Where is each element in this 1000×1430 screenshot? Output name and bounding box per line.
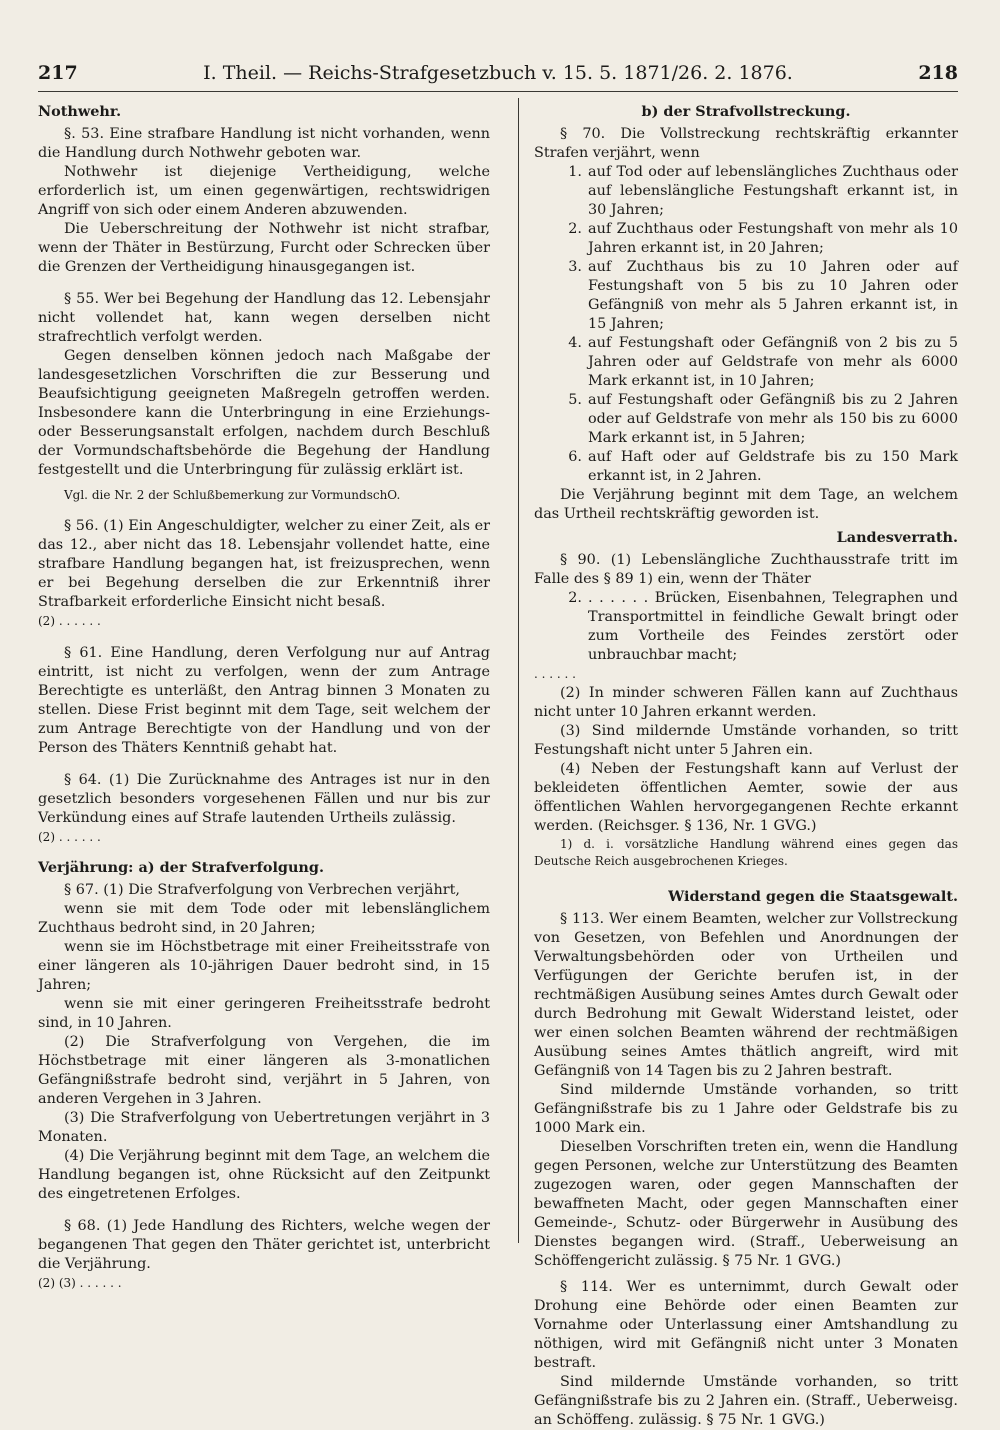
section-heading: Landesverrath. [836,529,958,546]
paragraph: § 55. Wer bei Begehung der Handlung das 12. Lebensjahr nicht vollendet hat, kann wegen derselben nicht strafrechtlich verfolgt werden. [38,291,490,345]
section-heading: Nothwehr. [38,103,122,120]
paragraph: wenn sie mit einer geringeren Freiheitsstrafe bedroht sind, in 10 Jahren. [38,996,490,1031]
column-divider [518,98,519,1243]
list-item: 3. auf Zuchthaus bis zu 10 Jahren oder auf Festungshaft von 5 bis zu 10 Jahren oder Gefängniß von mehr als 5 Jahren erkannt ist, in 15 Jahren; [568,259,958,332]
paragraph: Sind mildernde Umstände vorhanden, so tritt Gefängnißstrafe bis zu 2 Jahren ein. (Straff., Ueberweisg. an Schöffeng. zulässig. § 75 Nr. 1 GVG.) [534,1374,958,1428]
page-header [38,58,958,92]
paragraph: § 68. (1) Jede Handlung des Richters, welche wegen der begangenen That gegen den Thäter gerichtet ist, unterbricht die Verjährung. [38,1218,490,1272]
omission: (2) (3) . . . . . . [38,1276,122,1290]
paragraph: § 67. (1) Die Strafverfolgung von Verbrechen verjährt, [64,882,460,898]
list-item: 4. auf Festungshaft oder Gefängniß von 2 bis zu 5 Jahren oder auf Geldstrafe von mehr als 6000 Mark erkannt ist, in 10 Jahren; [568,335,958,389]
omission: (2) . . . . . . [38,830,101,844]
list-item: 1. auf Tod oder auf lebenslängliches Zuchthaus oder auf lebenslängliche Festungshaft erkannt ist, in 30 Jahren; [568,164,958,218]
list-item: 2. . . . . . . Brücken, Eisenbahnen, Telegraphen und Transportmittel in feindliche Gewalt bringt oder zum Vortheile des Feindes zerstört oder unbrauchbar macht; [568,590,958,663]
paragraph: Die Verjährung beginnt mit dem Tage, an welchem das Urtheil rechtskräftig geworden ist. [534,487,958,522]
paragraph: (4) Neben der Festungshaft kann auf Verlust der bekleideten öffentlichen Aemter, sowie der aus öffentlichen Wahlen hervorgegangenen Rechte erkannt werden. (Reichsger. § 136, Nr. 1 GVG.) [534,761,958,834]
footnote: 1) d. i. vorsätzliche Handlung während eines gegen das Deutsche Reich ausgebrochenen Krieges. [534,837,958,868]
paragraph: § 64. (1) Die Zurücknahme des Antrages ist nur in den gesetzlich besonders vorgesehenen Fällen und nur bis zur Verkündung eines auf Strafe lautenden Urtheils zulässig. [38,772,490,826]
list-item: 5. auf Festungshaft oder Gefängniß bis zu 2 Jahren oder auf Geldstrafe von mehr als 150 bis zu 6000 Mark erkannt ist, in 5 Jahren; [568,392,958,446]
paragraph: wenn sie im Höchstbetrage mit einer Freiheitsstrafe von einer längeren als 10-jährigen Dauer bedroht sind, in 15 Jahren; [38,939,490,993]
paragraph: Die Ueberschreitung der Nothwehr ist nicht strafbar, wenn der Thäter in Bestürzung, Furcht oder Schrecken über die Grenzen der Vertheidigung hinausgegangen ist. [38,221,490,275]
section-heading: b) der Strafvollstreckung. [641,103,851,120]
paragraph: § 56. (1) Ein Angeschuldigter, welcher zu einer Zeit, als er das 12., aber nicht das 18. Lebensjahr vollendet hatte, eine strafbare Handlung begangen hat, ist freizusprechen, wenn er bei Begehung derselben die zur Erkenntniß ihrer Strafbarkeit erforderliche Einsicht nicht besaß. [38,518,490,610]
paragraph: § 113. Wer einem Beamten, welcher zur Vollstreckung von Gesetzen, von Befehlen und Anordnungen der Verwaltungsbehörden oder von Urtheilen und Verfügungen der Gerichte berufen ist, in der rechtmäßigen Ausübung seines Amtes durch Gewalt oder durch Bedrohung mit Gewalt Widerstand leistet, oder wer einen solchen Beamten während der rechtmäßigen Ausübung seines Amtes thätlich angreift, wird mit Gefängniß von 14 Tagen bis zu 2 Jahren bestraft. [534,911,958,1079]
page-number-left: 217 [38,62,78,84]
paragraph: (4) Die Verjährung beginnt mit dem Tage, an welchem die Handlung begangen ist, ohne Rücksicht auf den Zeitpunkt des eingetretenen Erfolges. [38,1148,490,1202]
paragraph: Dieselben Vorschriften treten ein, wenn die Handlung gegen Personen, welche zur Unterstützung des Beamten zugezogen waren, oder gegen Mannschaften der bewaffneten Macht, oder gegen Mannschaften einer Gemeinde-, Schutz- oder Bürgerwehr in Ausübung des Dienstes begangen wird. (Straff., Ueberweisung an Schöffengericht zulässig. § 75 Nr. 1 GVG.) [534,1139,958,1269]
note: Vgl. die Nr. 2 der Schlußbemerkung zur VormundschO. [64,488,401,502]
header-rule [38,91,958,92]
paragraph: § 70. Die Vollstreckung rechtskräftig erkannter Strafen verjährt, wenn [534,126,958,161]
running-title: I. Theil. — Reichs-Strafgesetzbuch v. 15. 5. 1871/26. 2. 1876. [203,62,793,84]
omission: . . . . . . [534,667,576,681]
paragraph: §. 53. Eine strafbare Handlung ist nicht vorhanden, wenn die Handlung durch Nothwehr geboten war. [38,126,490,161]
paragraph: (2) In minder schweren Fällen kann auf Zuchthaus nicht unter 10 Jahren erkannt werden. [534,685,958,720]
paragraph: (2) Die Strafverfolgung von Vergehen, die im Höchstbetrage mit einer längeren als 3-monatlichen Gefängnißstrafe bedroht sind, verjährt in 5 Jahren, von anderen Vergehen in 3 Jahren. [38,1034,490,1107]
paragraph: wenn sie mit dem Tode oder mit lebenslänglichem Zuchthaus bedroht sind, in 20 Jahren; [38,901,490,936]
page-number-right: 218 [918,62,958,84]
section-heading: Verjährung: a) der Strafverfolgung. [38,859,324,876]
paragraph: Nothwehr ist diejenige Vertheidigung, welche erforderlich ist, um einen gegenwärtigen, rechtswidrigen Angriff von sich oder einem Anderen abzuwenden. [38,164,490,218]
paragraph: § 90. (1) Lebenslängliche Zuchthausstrafe tritt im Falle des § 89 1) ein, wenn der Thäter [534,552,958,587]
omission: (2) . . . . . . [38,614,101,628]
list-item: 6. auf Haft oder auf Geldstrafe bis zu 150 Mark erkannt ist, in 2 Jahren. [568,449,958,484]
paragraph: Gegen denselben können jedoch nach Maßgabe der landesgesetzlichen Vorschriften die zur Besserung und Beaufsichtigung geeigneten Maßregeln getroffen werden. Insbesondere kann die Unterbringung in eine Erziehungs- oder Besserungsanstalt erfolgen, nachdem durch Beschluß der Vormundschaftsbehörde die Begehung der Handlung festgestellt und die Unterbringung für zulässig erklärt ist. [38,348,490,478]
paragraph: (3) Sind mildernde Umstände vorhanden, so tritt Festungshaft nicht unter 5 Jahren ein. [534,723,958,758]
paragraph: (3) Die Strafverfolgung von Uebertretungen verjährt in 3 Monaten. [38,1110,490,1145]
left-column [38,98,490,1293]
enumerated-list [534,163,958,486]
paragraph: § 114. Wer es unternimmt, durch Gewalt oder Drohung eine Behörde oder einen Beamten zur Vornahme oder Unterlassung einer Amtshandlung zu nöthigen, wird mit Gefängniß nicht unter 3 Monaten bestraft. [534,1279,958,1371]
enumerated-list [534,589,958,665]
right-column [534,98,958,1430]
list-item: 2. auf Zuchthaus oder Festungshaft von mehr als 10 Jahren erkannt ist, in 20 Jahren; [568,221,958,256]
paragraph: Sind mildernde Umstände vorhanden, so tritt Gefängnißstrafe bis zu 1 Jahre oder Geldstrafe bis zu 1000 Mark ein. [534,1082,958,1136]
section-heading: Widerstand gegen die Staatsgewalt. [668,888,958,905]
paragraph: § 61. Eine Handlung, deren Verfolgung nur auf Antrag eintritt, ist nicht zu verfolgen, wenn der zum Antrage Berechtigte es unterläßt, den Antrag binnen 3 Monaten zu stellen. Diese Frist beginnt mit dem Tage, seit welchem der zum Antrage Berechtigte von der Handlung und von der Person des Thäters Kenntniß gehabt hat. [38,645,490,756]
